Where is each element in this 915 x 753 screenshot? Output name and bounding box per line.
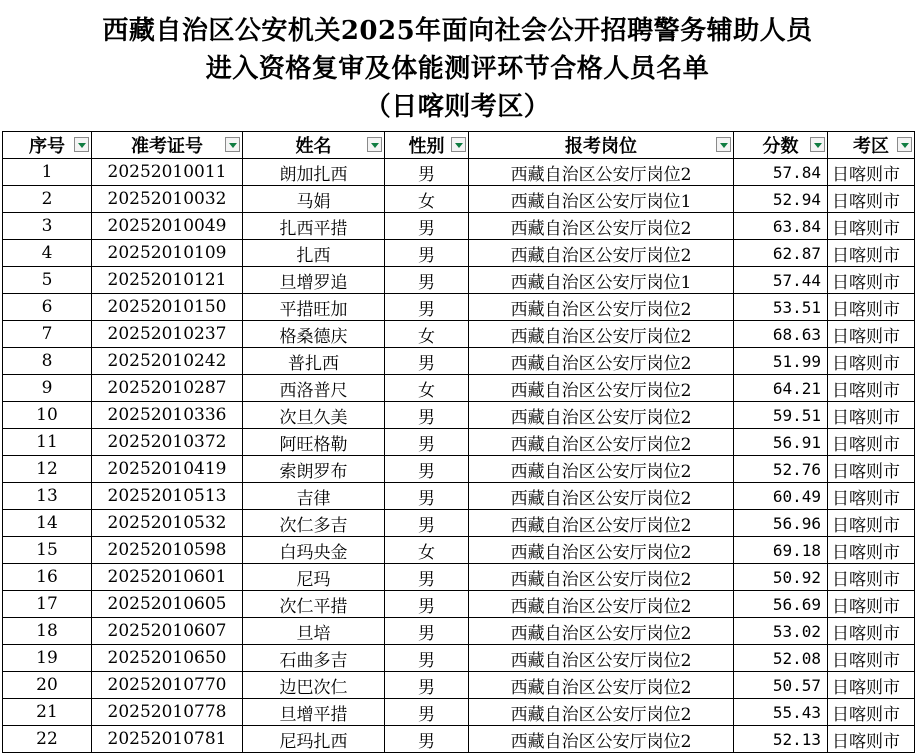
- cell-position: 西藏自治区公安厅岗位2: [469, 321, 734, 348]
- table-row: [3, 699, 915, 726]
- cell-exam-number: 20252010605: [92, 591, 243, 618]
- cell-score: 50.57: [734, 672, 828, 699]
- cell-exam-number: 20252010372: [92, 429, 243, 456]
- cell-name: 次旦久美: [243, 402, 385, 429]
- cell-index: 8: [3, 348, 92, 375]
- cell-exam-number: 20252010601: [92, 564, 243, 591]
- cell-name: 边巴次仁: [243, 672, 385, 699]
- cell-gender: 女: [385, 321, 469, 348]
- table-row: [3, 456, 915, 483]
- candidate-table: [2, 131, 915, 753]
- cell-gender: 男: [385, 294, 469, 321]
- cell-zone: 日喀则市: [828, 213, 915, 240]
- table-row: [3, 321, 915, 348]
- cell-index: 18: [3, 618, 92, 645]
- table-row: [3, 510, 915, 537]
- cell-position: 西藏自治区公安厅岗位2: [469, 537, 734, 564]
- cell-exam-number: 20252010770: [92, 672, 243, 699]
- cell-gender: 男: [385, 402, 469, 429]
- cell-zone: 日喀则市: [828, 402, 915, 429]
- table-row: [3, 267, 915, 294]
- cell-score: 52.76: [734, 456, 828, 483]
- cell-zone: 日喀则市: [828, 591, 915, 618]
- header-cell: [469, 132, 734, 159]
- cell-gender: 男: [385, 456, 469, 483]
- cell-name: 扎西: [243, 240, 385, 267]
- cell-zone: 日喀则市: [828, 186, 915, 213]
- table-row: [3, 186, 915, 213]
- cell-zone: 日喀则市: [828, 267, 915, 294]
- cell-score: 59.51: [734, 402, 828, 429]
- cell-gender: 男: [385, 267, 469, 294]
- table-row: [3, 726, 915, 753]
- cell-index: 3: [3, 213, 92, 240]
- cell-position: 西藏自治区公安厅岗位2: [469, 483, 734, 510]
- cell-index: 15: [3, 537, 92, 564]
- cell-exam-number: 20252010419: [92, 456, 243, 483]
- cell-index: 4: [3, 240, 92, 267]
- cell-index: 9: [3, 375, 92, 402]
- cell-position: 西藏自治区公安厅岗位2: [469, 375, 734, 402]
- cell-gender: 女: [385, 375, 469, 402]
- document-title: [0, 0, 915, 131]
- cell-zone: 日喀则市: [828, 699, 915, 726]
- cell-index: 13: [3, 483, 92, 510]
- header-label: 考区: [853, 136, 889, 157]
- cell-name: 次仁多吉: [243, 510, 385, 537]
- title-line-2: 进入资格复审及体能测评环节合格人员名单: [205, 54, 710, 84]
- cell-index: 21: [3, 699, 92, 726]
- cell-name: 阿旺格勒: [243, 429, 385, 456]
- cell-score: 56.69: [734, 591, 828, 618]
- cell-index: 7: [3, 321, 92, 348]
- cell-score: 60.49: [734, 483, 828, 510]
- table-row: [3, 483, 915, 510]
- filter-dropdown-icon[interactable]: [225, 137, 240, 152]
- cell-exam-number: 20252010109: [92, 240, 243, 267]
- cell-index: 5: [3, 267, 92, 294]
- cell-score: 55.43: [734, 699, 828, 726]
- cell-zone: 日喀则市: [828, 321, 915, 348]
- cell-zone: 日喀则市: [828, 483, 915, 510]
- cell-name: 平措旺加: [243, 294, 385, 321]
- cell-gender: 男: [385, 429, 469, 456]
- header-cell: [243, 132, 385, 159]
- cell-zone: 日喀则市: [828, 537, 915, 564]
- cell-gender: 男: [385, 213, 469, 240]
- cell-position: 西藏自治区公安厅岗位2: [469, 618, 734, 645]
- filter-dropdown-icon[interactable]: [810, 137, 825, 152]
- cell-index: 19: [3, 645, 92, 672]
- cell-index: 12: [3, 456, 92, 483]
- cell-score: 52.94: [734, 186, 828, 213]
- header-label: 准考证号: [131, 136, 203, 157]
- cell-score: 69.18: [734, 537, 828, 564]
- cell-gender: 女: [385, 186, 469, 213]
- cell-position: 西藏自治区公安厅岗位2: [469, 159, 734, 186]
- cell-score: 56.91: [734, 429, 828, 456]
- cell-score: 52.13: [734, 726, 828, 753]
- cell-name: 扎西平措: [243, 213, 385, 240]
- cell-name: 吉律: [243, 483, 385, 510]
- cell-name: 格桑德庆: [243, 321, 385, 348]
- cell-zone: 日喀则市: [828, 294, 915, 321]
- table-row: [3, 591, 915, 618]
- header-cell: [3, 132, 92, 159]
- cell-exam-number: 20252010532: [92, 510, 243, 537]
- cell-position: 西藏自治区公安厅岗位2: [469, 294, 734, 321]
- cell-name: 索朗罗布: [243, 456, 385, 483]
- table-row: [3, 618, 915, 645]
- filter-dropdown-icon[interactable]: [451, 137, 466, 152]
- header-label: 性别: [408, 136, 445, 157]
- cell-exam-number: 20252010121: [92, 267, 243, 294]
- cell-exam-number: 20252010032: [92, 186, 243, 213]
- cell-name: 旦增平措: [243, 699, 385, 726]
- header-cell: [734, 132, 828, 159]
- cell-position: 西藏自治区公安厅岗位2: [469, 726, 734, 753]
- cell-name: 朗加扎西: [243, 159, 385, 186]
- table-row: [3, 159, 915, 186]
- cell-score: 57.44: [734, 267, 828, 294]
- cell-zone: 日喀则市: [828, 375, 915, 402]
- filter-dropdown-icon[interactable]: [716, 137, 731, 152]
- cell-index: 20: [3, 672, 92, 699]
- cell-gender: 男: [385, 483, 469, 510]
- cell-name: 石曲多吉: [243, 645, 385, 672]
- table-row: [3, 213, 915, 240]
- header-cell: [828, 132, 915, 159]
- cell-zone: 日喀则市: [828, 159, 915, 186]
- cell-index: 14: [3, 510, 92, 537]
- cell-position: 西藏自治区公安厅岗位2: [469, 348, 734, 375]
- cell-gender: 男: [385, 645, 469, 672]
- cell-gender: 男: [385, 618, 469, 645]
- cell-score: 57.84: [734, 159, 828, 186]
- cell-exam-number: 20252010607: [92, 618, 243, 645]
- cell-index: 16: [3, 564, 92, 591]
- table-row: [3, 402, 915, 429]
- cell-gender: 男: [385, 726, 469, 753]
- header-row: [3, 132, 915, 159]
- cell-exam-number: 20252010336: [92, 402, 243, 429]
- cell-score: 53.02: [734, 618, 828, 645]
- cell-zone: 日喀则市: [828, 645, 915, 672]
- cell-score: 68.63: [734, 321, 828, 348]
- table-row: [3, 645, 915, 672]
- cell-name: 次仁平措: [243, 591, 385, 618]
- cell-gender: 女: [385, 537, 469, 564]
- cell-exam-number: 20252010242: [92, 348, 243, 375]
- filter-dropdown-icon[interactable]: [367, 137, 382, 152]
- cell-index: 17: [3, 591, 92, 618]
- cell-name: 普扎西: [243, 348, 385, 375]
- cell-zone: 日喀则市: [828, 429, 915, 456]
- cell-zone: 日喀则市: [828, 510, 915, 537]
- cell-score: 53.51: [734, 294, 828, 321]
- table-row: [3, 294, 915, 321]
- table-row: [3, 429, 915, 456]
- cell-index: 6: [3, 294, 92, 321]
- cell-position: 西藏自治区公安厅岗位2: [469, 672, 734, 699]
- cell-position: 西藏自治区公安厅岗位2: [469, 402, 734, 429]
- cell-index: 10: [3, 402, 92, 429]
- cell-zone: 日喀则市: [828, 456, 915, 483]
- cell-position: 西藏自治区公安厅岗位1: [469, 267, 734, 294]
- table-row: [3, 348, 915, 375]
- cell-zone: 日喀则市: [828, 726, 915, 753]
- cell-gender: 男: [385, 591, 469, 618]
- cell-zone: 日喀则市: [828, 672, 915, 699]
- cell-score: 62.87: [734, 240, 828, 267]
- cell-position: 西藏自治区公安厅岗位2: [469, 240, 734, 267]
- cell-gender: 男: [385, 564, 469, 591]
- cell-name: 西洛普尺: [243, 375, 385, 402]
- cell-index: 2: [3, 186, 92, 213]
- cell-score: 64.21: [734, 375, 828, 402]
- cell-exam-number: 20252010150: [92, 294, 243, 321]
- cell-zone: 日喀则市: [828, 618, 915, 645]
- cell-position: 西藏自治区公安厅岗位2: [469, 213, 734, 240]
- cell-index: 1: [3, 159, 92, 186]
- filter-dropdown-icon[interactable]: [897, 137, 912, 152]
- header-cell: [385, 132, 469, 159]
- cell-position: 西藏自治区公安厅岗位2: [469, 564, 734, 591]
- title-line-1: 西藏自治区公安机关2025年面向社会公开招聘警务辅助人员: [102, 16, 813, 46]
- filter-dropdown-icon[interactable]: [74, 137, 89, 152]
- cell-gender: 男: [385, 159, 469, 186]
- cell-zone: 日喀则市: [828, 564, 915, 591]
- header-label: 报考岗位: [565, 136, 637, 157]
- cell-score: 51.99: [734, 348, 828, 375]
- table-row: [3, 672, 915, 699]
- cell-zone: 日喀则市: [828, 240, 915, 267]
- table-row: [3, 375, 915, 402]
- cell-gender: 男: [385, 240, 469, 267]
- cell-position: 西藏自治区公安厅岗位2: [469, 699, 734, 726]
- cell-index: 11: [3, 429, 92, 456]
- cell-index: 22: [3, 726, 92, 753]
- cell-name: 马娟: [243, 186, 385, 213]
- header-cell: [92, 132, 243, 159]
- header-label: 姓名: [295, 136, 332, 157]
- cell-exam-number: 20252010237: [92, 321, 243, 348]
- cell-position: 西藏自治区公安厅岗位1: [469, 186, 734, 213]
- cell-score: 50.92: [734, 564, 828, 591]
- cell-gender: 男: [385, 699, 469, 726]
- table-row: [3, 240, 915, 267]
- cell-score: 56.96: [734, 510, 828, 537]
- cell-name: 旦增罗追: [243, 267, 385, 294]
- cell-exam-number: 20252010650: [92, 645, 243, 672]
- cell-position: 西藏自治区公安厅岗位2: [469, 591, 734, 618]
- table-row: [3, 537, 915, 564]
- cell-gender: 男: [385, 672, 469, 699]
- cell-exam-number: 20252010598: [92, 537, 243, 564]
- cell-exam-number: 20252010513: [92, 483, 243, 510]
- cell-position: 西藏自治区公安厅岗位2: [469, 429, 734, 456]
- title-line-3: （日喀则考区）: [364, 92, 551, 122]
- cell-score: 63.84: [734, 213, 828, 240]
- cell-zone: 日喀则市: [828, 348, 915, 375]
- cell-exam-number: 20252010011: [92, 159, 243, 186]
- header-label: 分数: [762, 136, 799, 157]
- cell-name: 旦培: [243, 618, 385, 645]
- cell-score: 52.08: [734, 645, 828, 672]
- cell-name: 尼玛扎西: [243, 726, 385, 753]
- cell-gender: 男: [385, 510, 469, 537]
- cell-exam-number: 20252010781: [92, 726, 243, 753]
- cell-position: 西藏自治区公安厅岗位2: [469, 510, 734, 537]
- cell-name: 尼玛: [243, 564, 385, 591]
- cell-exam-number: 20252010778: [92, 699, 243, 726]
- cell-position: 西藏自治区公安厅岗位2: [469, 456, 734, 483]
- cell-gender: 男: [385, 348, 469, 375]
- cell-exam-number: 20252010287: [92, 375, 243, 402]
- cell-exam-number: 20252010049: [92, 213, 243, 240]
- cell-name: 白玛央金: [243, 537, 385, 564]
- header-label: 序号: [29, 136, 65, 157]
- table-row: [3, 564, 915, 591]
- cell-position: 西藏自治区公安厅岗位2: [469, 645, 734, 672]
